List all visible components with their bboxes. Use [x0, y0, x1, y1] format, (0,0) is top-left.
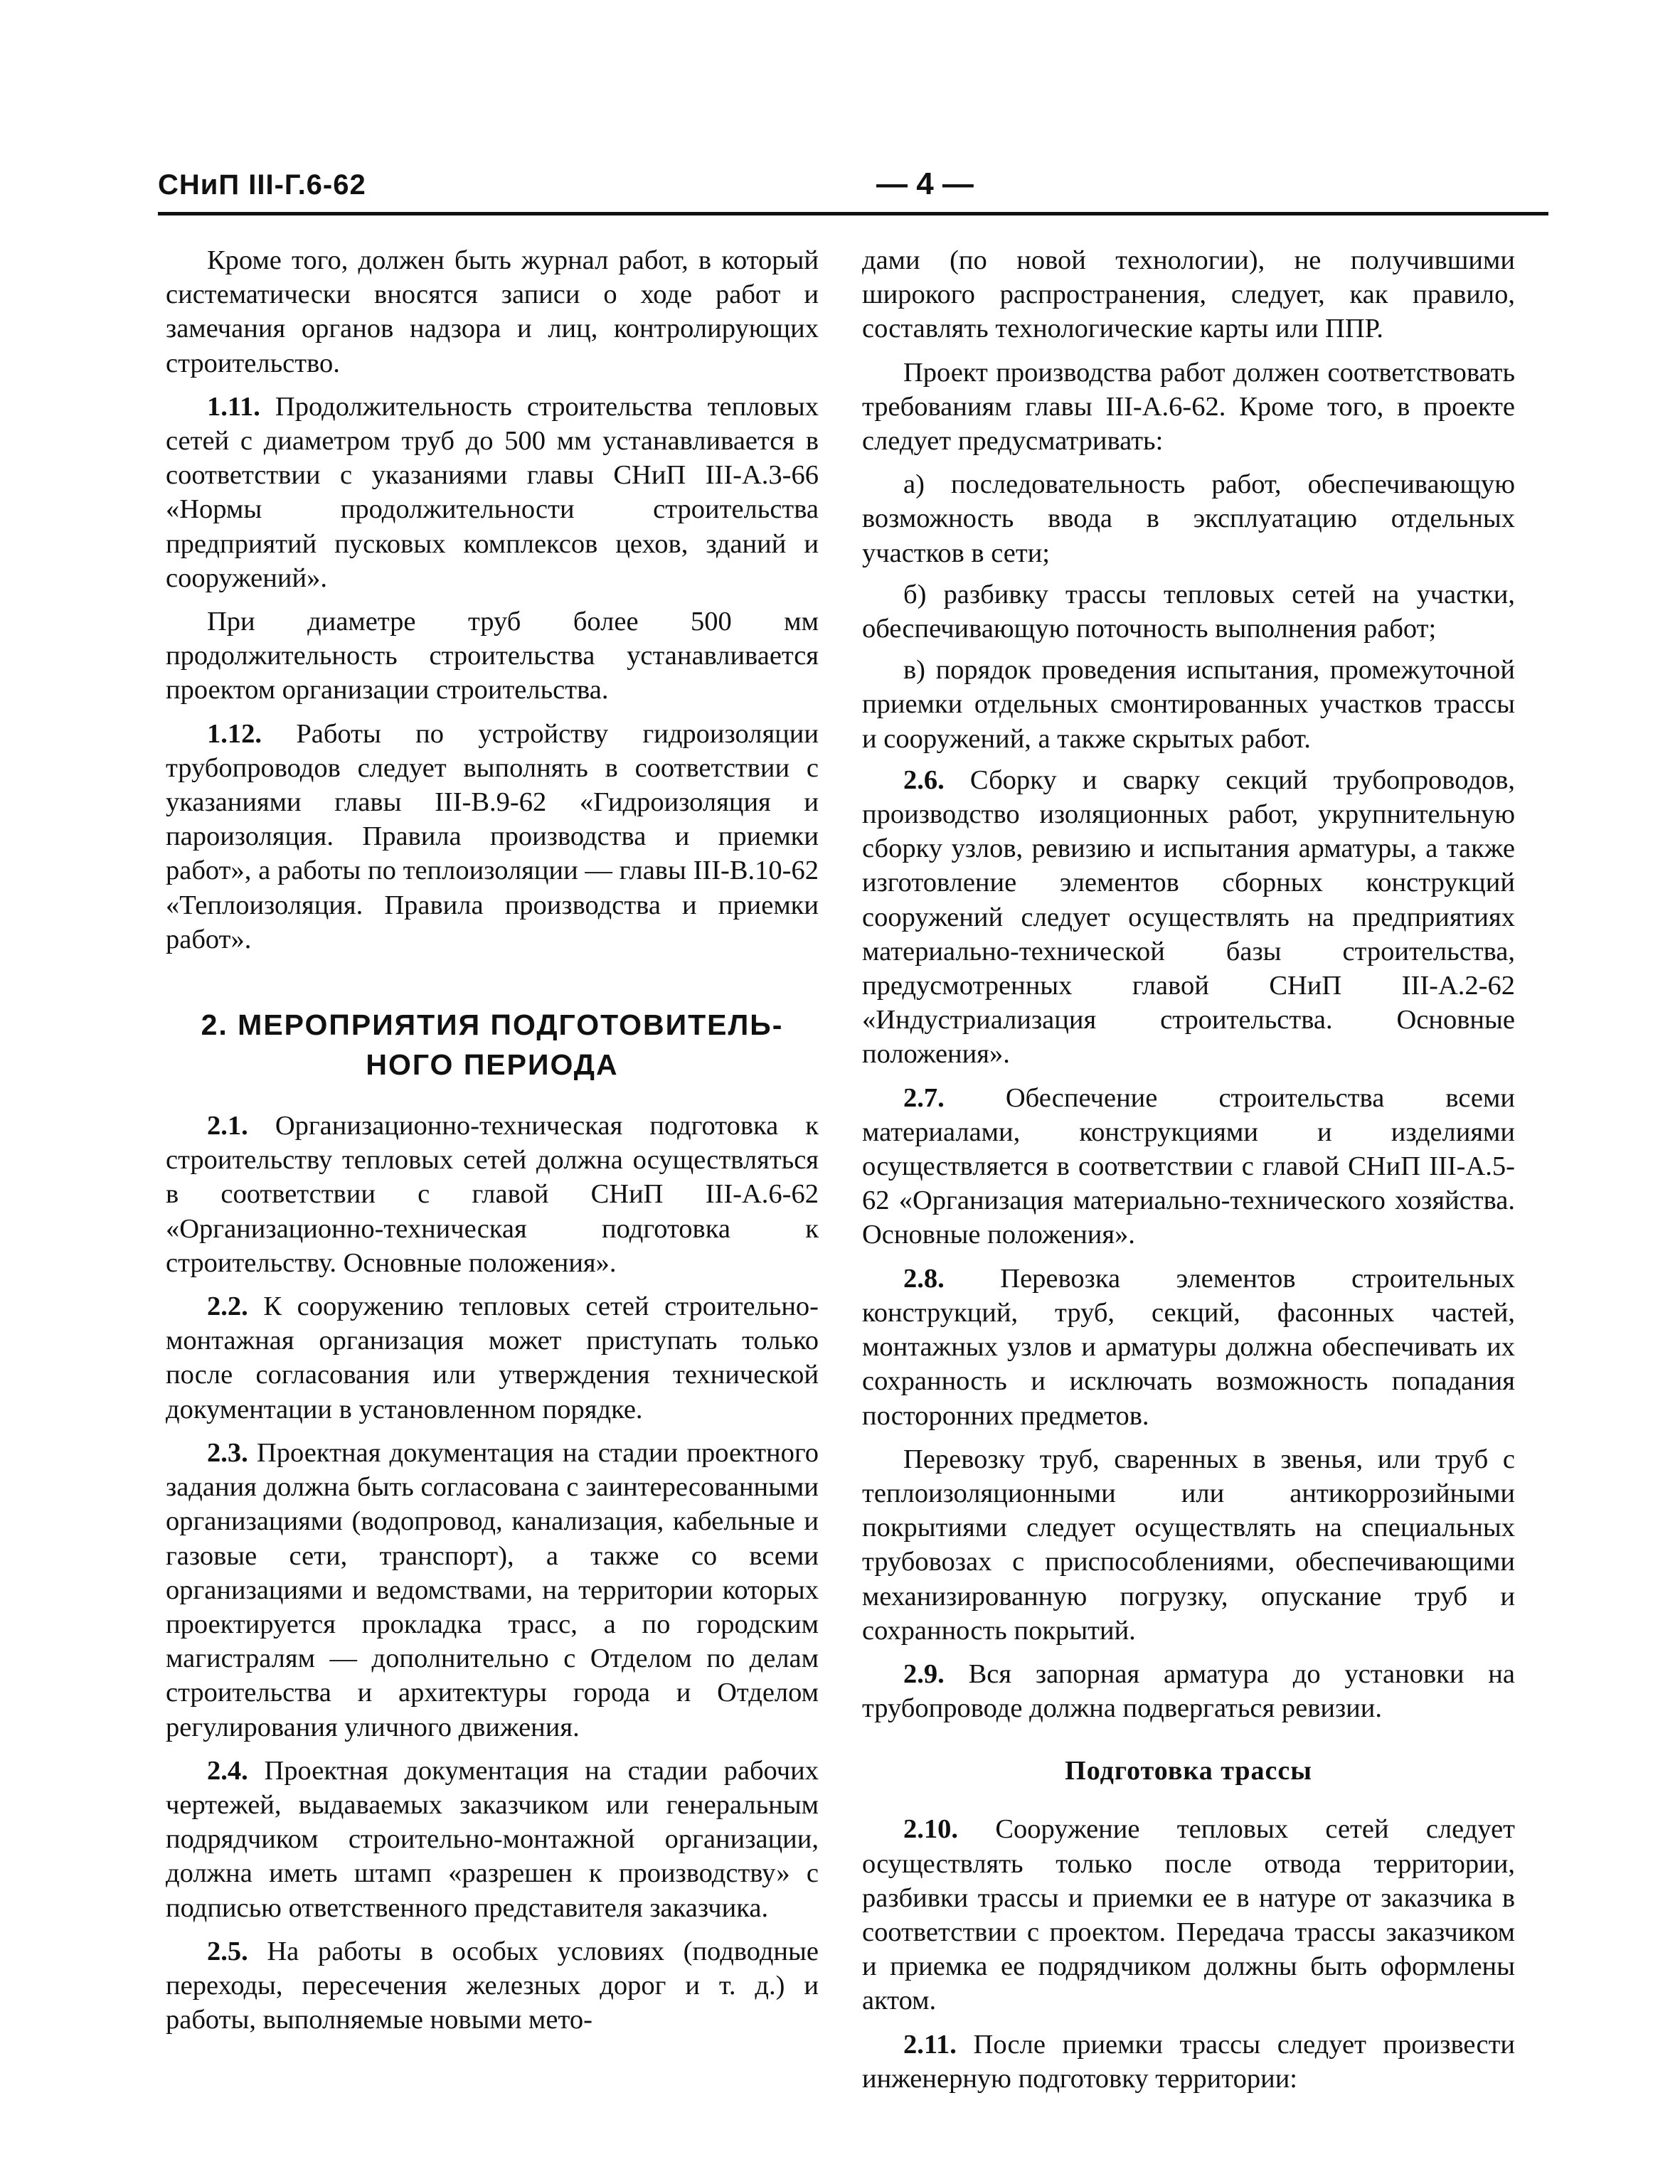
clause-text: Сборку и сварку секций трубопроводов, производство изоляционных работ, укрупнительную сборку узлов, ревизию и испытания арматуры, а также изготовление элементов сборных конструкций сооружений следует осуществлять на предприятиях материально-технической базы строительства, предусмотренных главой СНиП III-А.2-62 «Индустриализация строительства. Основные положения».	[862, 765, 1515, 1070]
clause-text: Обеспечение строительства всеми материалами, конструкциями и изделиями осуществляется в соответствии с главой СНиП III-А.5-62 «Организация материально-технического хозяйства. Основные положения».	[862, 1082, 1515, 1250]
subsection-title: Подготовка трассы	[1065, 1756, 1312, 1786]
clause-number: 1.11.	[207, 391, 260, 422]
paragraph-2-1	[166, 1109, 819, 1280]
paragraph-1-12	[166, 717, 819, 957]
paragraph-2-4	[166, 1754, 819, 1925]
clause-number: 2.5.	[207, 1936, 248, 1966]
paragraph-2-2	[166, 1289, 819, 1427]
clause-number: 2.10.	[903, 1814, 958, 1845]
clause-text: Организационно-техническая подготовка к строительству тепловых сетей должна осуществляться в соответствии с главой СНиП III-А.6-62 «Организационно-техническая подготовка к строительству. Основные положения».	[166, 1111, 819, 1278]
clause-number: 2.2.	[207, 1291, 248, 1322]
paragraph: Кроме того, должен быть журнал работ, в который систематически вносятся записи о ходе работ и замечания органов надзора и лиц, контролирующих строительство.	[166, 245, 819, 378]
clause-text: После приемки трассы следует произвести инженерную подготовку территории:	[862, 2029, 1515, 2094]
clause-text: Перевозка элементов строительных конструкций, труб, секций, фасонных частей, монтажных узлов и арматуры должна обеспечивать их сохранность и исключать возможность попадания посторонних предметов.	[862, 1263, 1515, 1431]
clause-text: Работы по устройству гидроизоляции трубопроводов следует выполнять в соответствии с указаниями главы III-В.9-62 «Гидроизоляция и пароизоляция. Правила производства и приемки работ», а работы по теплоизоляции — главы III-В.10-62 «Теплоизоляция. Правила производства и приемки работ».	[166, 718, 819, 954]
paragraph: Проект производства работ должен соответствовать требованиям главы III-А.6-62. Кроме того, в проекте следует предусматривать:	[862, 357, 1515, 457]
clause-text: Сооружение тепловых сетей следует осуществлять только после отвода территории, разбивки трассы и приемки ее в натуре от заказчика в соответствии с проектом. Передача трассы заказчиком и приемка ее подрядчиком должны быть оформлены актом.	[862, 1814, 1515, 2016]
clause-text: Проектная документация на стадии рабочих чертежей, выдаваемых заказчиком или генеральным подрядчиком строительно-монтажной организации, должна иметь штамп «разрешен к производству» с подписью ответственного представителя заказчика.	[166, 1755, 819, 1923]
clause-text: К сооружению тепловых сетей строительно-монтажная организация может приступать только после согласования или утверждения технической документации в установленном порядке.	[166, 1291, 819, 1424]
clause-number: 2.11.	[903, 2029, 957, 2060]
clause-number: 2.3.	[207, 1437, 248, 1468]
clause-number: 2.1.	[207, 1111, 248, 1141]
list-item-b: б) разбивку трассы тепловых сетей на участки, обеспечивающую поточность выполнения работ;	[862, 579, 1515, 644]
clause-text: Проектная документация на стадии проектного задания должна быть согласована с заинтересованными организациями (водопровод, канализация, кабельные и газовые сети, транспорт), а также со всеми организациями и ведомствами, на территории которых проектируется прокладка трасс, а по городским магистралям — дополнительно с Отделом по делам строительства и архитектуры города и Отделом регулирования уличного движения.	[166, 1437, 819, 1742]
paragraph-2-3	[166, 1436, 819, 1744]
paragraph-2-8	[862, 1262, 1515, 1433]
paragraph-continued: дами (по новой технологии), не получившими широкого распространения, следует, как правило, составлять технологические карты или ППР.	[862, 245, 1515, 344]
paragraph: Перевозку труб, сваренных в звенья, или труб с теплоизоляционными или антикоррозийными покрытиями следует осуществлять на специальных трубовозах с приспособлениями, обеспечивающими механизированную погрузку, опускание труб и сохранность покрытий.	[862, 1444, 1515, 1646]
section-title: 2. МЕРОПРИЯТИЯ ПОДГОТОВИТЕЛЬ-НОГО ПЕРИОДА	[201, 1008, 784, 1082]
paragraph-2-10	[862, 1812, 1515, 2018]
clause-number: 2.7.	[903, 1082, 945, 1113]
paragraph: При диаметре труб более 500 мм продолжительность строительства устанавливается проектом организации строительства.	[166, 607, 819, 705]
paragraph-2-11	[862, 2028, 1515, 2096]
left-column	[166, 243, 819, 2046]
paragraph-2-5	[166, 1934, 819, 2037]
list-item-c: в) порядок проведения испытания, промежуточной приемки отдельных смонтированных участков трассы и сооружений, а также скрытых работ.	[862, 655, 1515, 754]
page-header	[158, 166, 1548, 215]
right-column	[862, 243, 1515, 2105]
clause-text: Вся запорная арматура до установки на трубопроводе должна подвергаться ревизии.	[862, 1658, 1515, 1724]
paragraph-2-7	[862, 1081, 1515, 1252]
clause-number: 2.8.	[903, 1263, 945, 1294]
clause-number: 2.9.	[903, 1658, 945, 1689]
paragraph-1-11	[166, 390, 819, 595]
clause-number: 2.6.	[903, 765, 945, 795]
clause-number: 1.12.	[207, 718, 262, 749]
clause-number: 2.4.	[207, 1755, 248, 1786]
clause-text: На работы в особых условиях (подводные переходы, пересечения железных дорог и т. д.) и работы, выполняемые новыми мето-	[166, 1936, 819, 2035]
clause-text: Продолжительность строительства тепловых сетей с диаметром труб до 500 мм устанавливается в соответствии с указаниями главы СНиП III-А.3-66 «Нормы продолжительности строительства предприятий пусковых комплексов цехов, зданий и сооружений».	[166, 391, 819, 593]
page-number: — 4 —	[876, 166, 974, 201]
paragraph-2-9	[862, 1657, 1515, 1725]
document-code: СНиП III-Г.6-62	[158, 169, 366, 201]
paragraph-2-6	[862, 763, 1515, 1072]
list-item-a: а) последовательность работ, обеспечивающую возможность ввода в эксплуатацию отдельных участков в сети;	[862, 469, 1515, 568]
